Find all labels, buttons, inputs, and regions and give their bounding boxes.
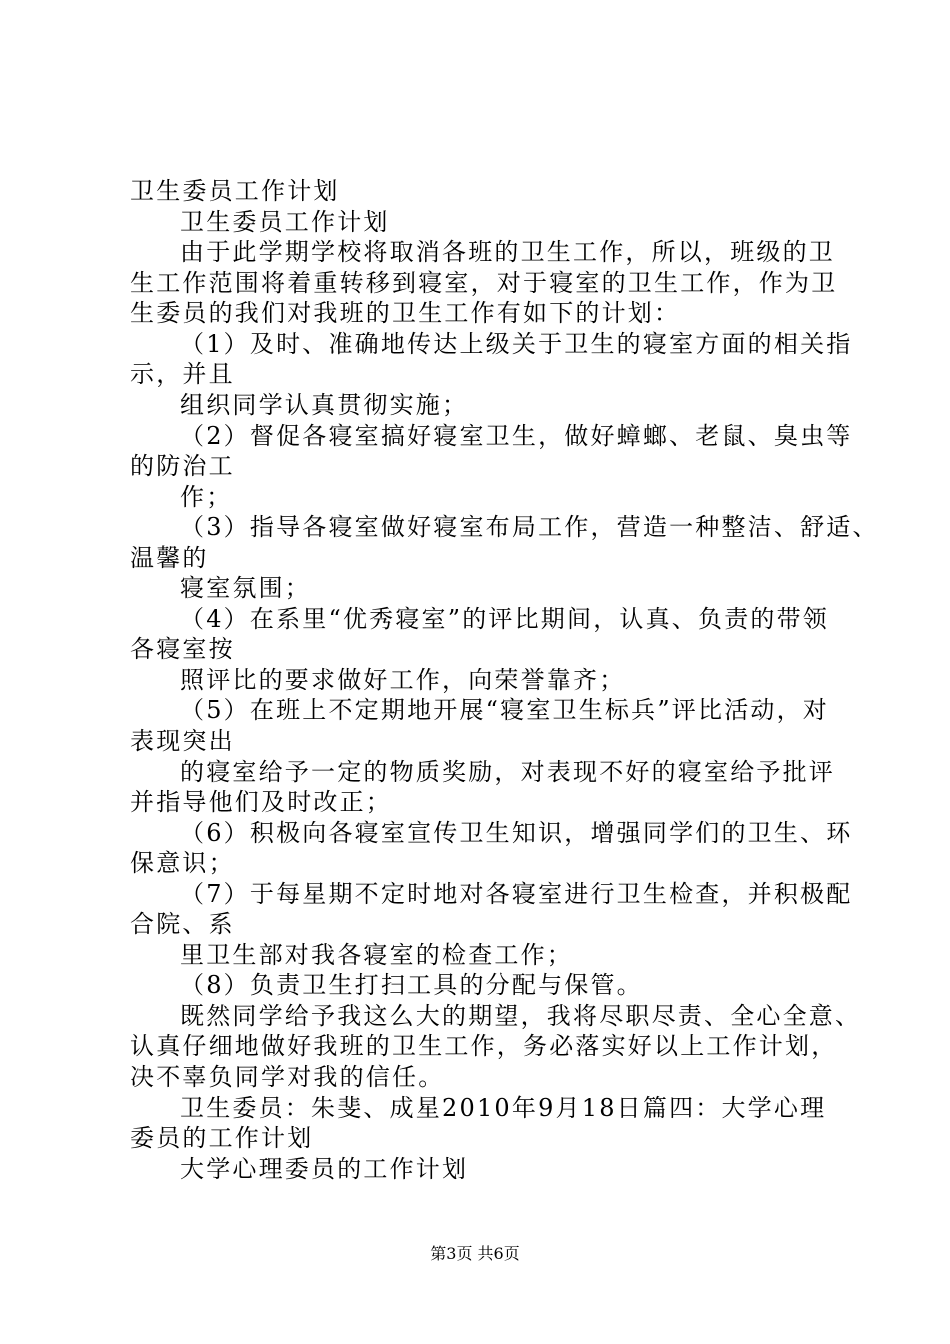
list-item-6-cont: 保意识； bbox=[130, 849, 235, 877]
list-item-5-cont: 并指导他们及时改正； bbox=[130, 788, 392, 816]
paragraph-line: 生工作范围将着重转移到寝室，对于寝室的卫生工作，作为卫 bbox=[130, 269, 838, 297]
paragraph-line: 决不辜负同学对我的信任。 bbox=[130, 1063, 445, 1091]
list-item-3: （3）指导各寝室做好寝室布局工作，营造一种整洁、舒适、 bbox=[180, 513, 879, 541]
paragraph-line: 既然同学给予我这么大的期望，我将尽职尽责、全心全意、 bbox=[180, 1002, 862, 1030]
signature-line: 卫生委员：朱斐、成星2010年9月18日篇四：大学心理 bbox=[180, 1094, 827, 1122]
list-item-4: （4）在系里“优秀寝室”的评比期间，认真、负责的带领 bbox=[180, 605, 830, 633]
list-item-3-cont: 寝室氛围； bbox=[180, 574, 311, 602]
list-item-2-cont: 的防治工 bbox=[130, 452, 235, 480]
list-item-3-cont: 温馨的 bbox=[130, 544, 209, 572]
list-item-7-cont: 合院、系 bbox=[130, 910, 235, 938]
doc-title: 卫生委员工作计划 bbox=[130, 177, 340, 205]
list-item-5: （5）在班上不定期地开展“寝室卫生标兵”评比活动，对 bbox=[180, 696, 830, 724]
list-item-6: （6）积极向各寝室宣传卫生知识，增强同学们的卫生、环 bbox=[180, 819, 853, 847]
page-number-footer: 第3页 共6页 bbox=[430, 1244, 520, 1263]
list-item-7-cont: 里卫生部对我各寝室的检查工作； bbox=[180, 941, 573, 969]
paragraph-line: 生委员的我们对我班的卫生工作有如下的计划： bbox=[130, 299, 681, 327]
list-item-2-cont: 作； bbox=[180, 483, 233, 511]
list-item-7: （7）于每星期不定时地对各寝室进行卫生检查，并积极配 bbox=[180, 880, 853, 908]
list-item-4-cont: 照评比的要求做好工作，向荣誉靠齐； bbox=[180, 666, 626, 694]
list-item-2: （2）督促各寝室搞好寝室卫生，做好蟑螂、老鼠、臭虫等 bbox=[180, 422, 853, 450]
list-item-1: （1）及时、准确地传达上级关于卫生的寝室方面的相关指 bbox=[180, 330, 853, 358]
section-heading-line: 委员的工作计划 bbox=[130, 1124, 314, 1152]
list-item-5-cont: 的寝室给予一定的物质奖励，对表现不好的寝室给予批评 bbox=[180, 758, 835, 786]
list-item-8: （8）负责卫生打扫工具的分配与保管。 bbox=[180, 971, 643, 999]
list-item-4-cont: 各寝室按 bbox=[130, 635, 235, 663]
section-heading: 大学心理委员的工作计划 bbox=[180, 1155, 469, 1183]
paragraph-line: 由于此学期学校将取消各班的卫生工作，所以，班级的卫 bbox=[180, 238, 835, 266]
list-item-5-cont: 表现突出 bbox=[130, 727, 235, 755]
doc-subtitle: 卫生委员工作计划 bbox=[180, 208, 390, 236]
list-item-1-cont: 示，并且 bbox=[130, 360, 235, 388]
paragraph-line: 认真仔细地做好我班的卫生工作，务必落实好以上工作计划， bbox=[130, 1032, 838, 1060]
list-item-1-cont: 组织同学认真贯彻实施； bbox=[180, 391, 469, 419]
